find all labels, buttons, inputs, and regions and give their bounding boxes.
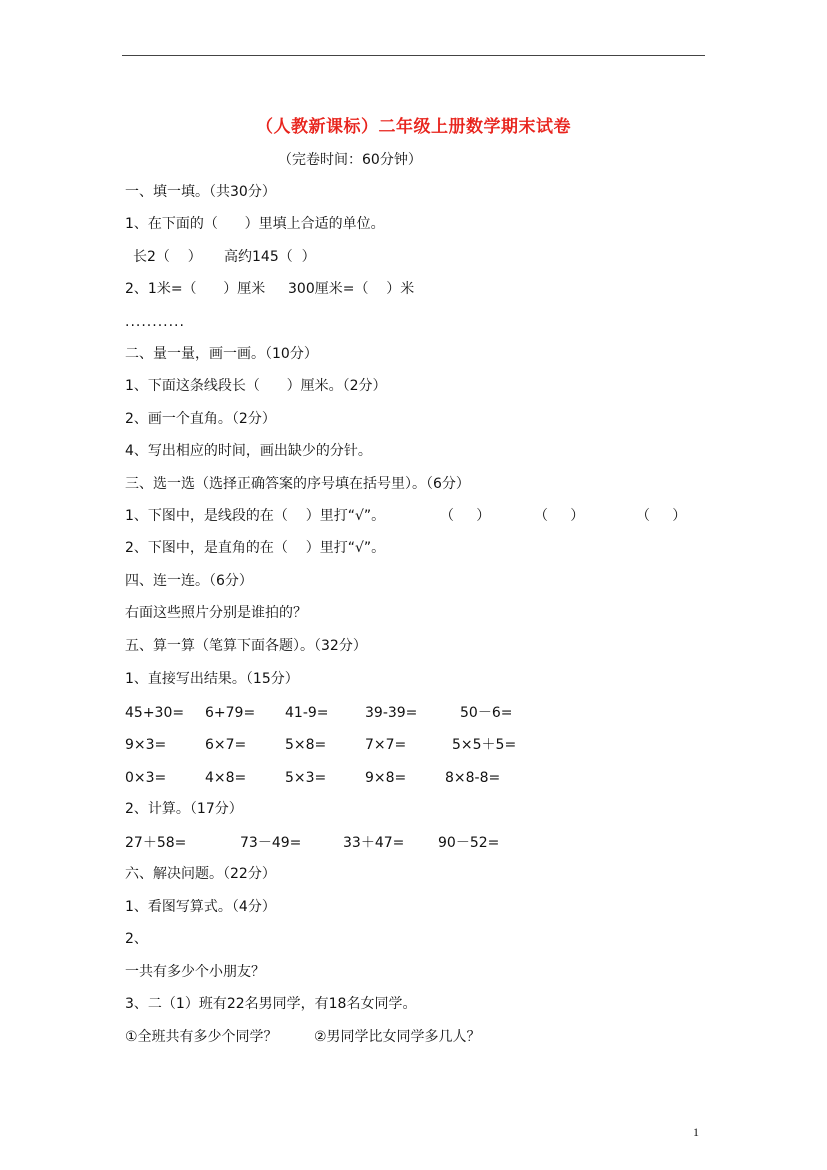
answer-bracket-2: （ ） [534,508,585,524]
calc-item: 6×7= [205,737,247,753]
question-6-1: 1、看图写算式。（4分） [125,899,276,915]
calc-item: 9×3= [125,737,167,753]
question-4-1: 右面这些照片分别是谁拍的？ [125,605,307,621]
section-3-heading: 三、选一选（选择正确答案的序号填在括号里）。（6分） [125,476,470,492]
calc-item: 41-9= [285,705,329,721]
question-6-2-text: 一共有多少个小朋友？ [125,964,265,980]
question-6-3: 3、二（1）班有22名男同学，有18名女同学。 [125,996,417,1012]
calc-item: 4×8= [205,770,247,786]
question-2-1: 1、下面这条线段长（ ）厘米。（2分） [125,378,387,394]
section-2-heading: 二、量一量，画一画。（10分） [125,346,318,362]
question-1-1-a: 长2（ ） [133,249,202,265]
question-2-4: 4、写出相应的时间，画出缺少的分针。 [125,443,372,459]
question-5-2: 2、计算。（17分） [125,801,243,817]
header-rule [122,55,705,56]
answer-bracket-3: （ ） [636,508,687,524]
calc-item: 8×8-8= [445,770,501,786]
calc-item: 6+79= [205,705,256,721]
ellipsis-dots: ........... [125,314,185,330]
calc-item: 5×8= [285,737,327,753]
written-calc-item: 27＋58= [125,835,187,851]
calc-item: 5×3= [285,770,327,786]
section-1-heading: 一、填一填。（共30分） [125,184,276,200]
written-calc-item: 73－49= [240,835,302,851]
written-calc-item: 33＋47= [343,835,405,851]
calc-item: 45+30= [125,705,185,721]
section-5-heading: 五、算一算（笔算下面各题）。（32分） [125,638,367,654]
question-1-2-b: 300厘米=（ ）米 [288,281,415,297]
calc-item: 9×8= [365,770,407,786]
question-1-1: 1、在下面的（ ）里填上合适的单位。 [125,216,385,232]
written-calc-item: 90－52= [438,835,500,851]
calc-item: 50－6= [460,705,513,721]
question-5-1: 1、直接写出结果。（15分） [125,671,299,687]
answer-bracket-1: （ ） [440,508,491,524]
calc-item: 5×5＋5= [452,737,517,753]
question-1-1-b: 高约145（ ） [224,249,316,265]
question-3-2: 2、下图中，是直角的在（ ）里打“√”。 [125,540,386,556]
section-6-heading: 六、解决问题。（22分） [125,866,276,882]
question-2-2: 2、画一个直角。（2分） [125,411,276,427]
page-number: 1 [693,1125,699,1139]
question-1-2-a: 2、1米=（ ）厘米 [125,281,266,297]
question-3-1: 1、下图中，是线段的在（ ）里打“√”。 [125,508,386,524]
section-4-heading: 四、连一连。（6分） [125,573,253,589]
question-6-2: 2、 [125,931,148,947]
page-title: （人教新课标）二年级上册数学期末试卷 [256,117,571,137]
question-6-3-b: ②男同学比女同学多几人？ [314,1029,481,1045]
page-subtitle: （完卷时间：60分钟） [278,152,422,168]
calc-item: 7×7= [365,737,407,753]
calc-item: 0×3= [125,770,167,786]
calc-item: 39-39= [365,705,418,721]
question-6-3-a: ①全班共有多少个同学？ [125,1029,278,1045]
